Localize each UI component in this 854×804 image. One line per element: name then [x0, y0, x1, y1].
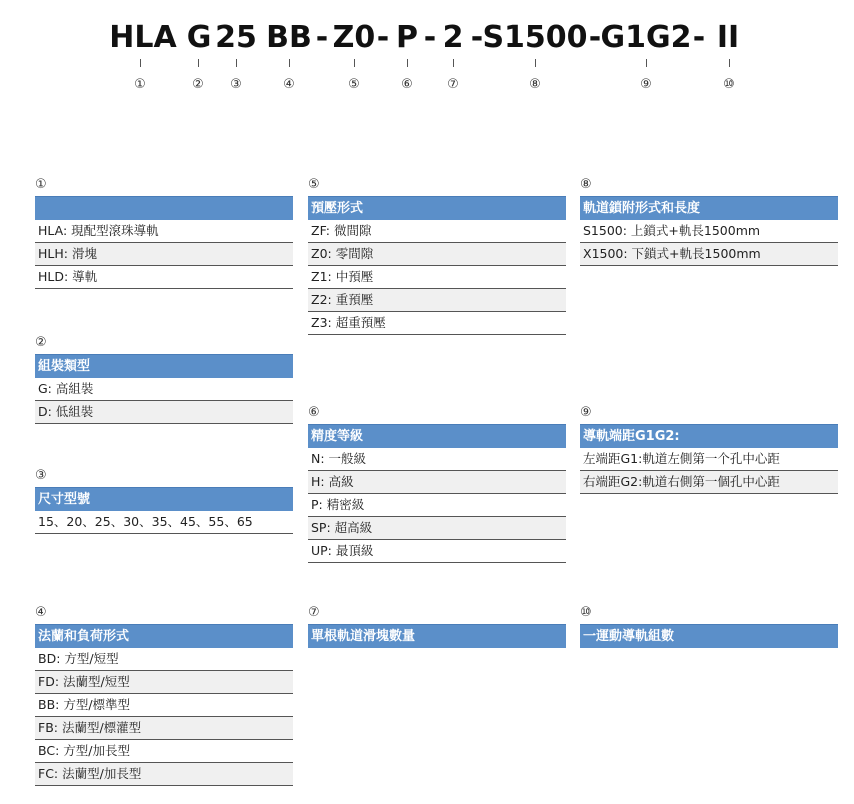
table-row: FD: 法蘭型/短型 — [35, 671, 293, 694]
panel-header: 預壓形式 — [308, 196, 566, 220]
table-row: 左端距G1:軌道左側第一个孔中心距 — [580, 448, 838, 471]
code-segment: BB — [266, 20, 312, 55]
marker-tick — [198, 59, 199, 67]
panel-number: ⑤ — [308, 177, 320, 192]
code-segment: HLA — [109, 20, 177, 55]
table-row: Z3: 超重預壓 — [308, 312, 566, 335]
marker-number: ⑤ — [348, 77, 360, 92]
panel-preload — [308, 177, 566, 335]
panel-header: 尺寸型號 — [35, 487, 293, 511]
table-row: X1500: 下鎖式+軌長1500mm — [580, 243, 838, 266]
panel-end-distance — [580, 405, 838, 494]
code-separator: - — [692, 20, 706, 55]
panel-rail-groups — [580, 605, 838, 648]
marker-number: ⑧ — [529, 77, 541, 92]
table-row: S1500: 上鎖式+軌長1500mm — [580, 220, 838, 243]
panel-number: ⑧ — [580, 177, 592, 192]
table-row: Z2: 重預壓 — [308, 289, 566, 312]
table-row: BD: 方型/短型 — [35, 648, 293, 671]
panel-number: ① — [35, 177, 47, 192]
marker-tick — [289, 59, 290, 67]
marker-number: ⑦ — [447, 77, 459, 92]
panel-flange-type — [35, 605, 293, 786]
panel-number: ⑦ — [308, 605, 320, 620]
marker-tick — [354, 59, 355, 67]
code-segment: 25 — [215, 20, 257, 55]
table-row: ZF: 微間隙 — [308, 220, 566, 243]
panel-number: ⑨ — [580, 405, 592, 420]
code-segment: 2 — [442, 20, 464, 55]
marker-number: ③ — [230, 77, 242, 92]
marker-number: ④ — [283, 77, 295, 92]
panel-size — [35, 468, 293, 534]
marker-tick — [236, 59, 237, 67]
table-row: HLA: 現配型滾珠導軌 — [35, 220, 293, 243]
table-row: FB: 法蘭型/標灌型 — [35, 717, 293, 740]
code-segment: Z0 — [332, 20, 376, 55]
marker-tick — [646, 59, 647, 67]
panel-header: 單根軌道滑塊數量 — [308, 624, 566, 648]
code-separator: - — [423, 20, 437, 55]
panel-rail-mounting — [580, 177, 838, 266]
marker-tick — [453, 59, 454, 67]
table-row: Z0: 零間隙 — [308, 243, 566, 266]
panel-header: 導軌端距G1G2: — [580, 424, 838, 448]
marker-tick — [535, 59, 536, 67]
code-segment: S1500 — [482, 20, 588, 55]
marker-number: ⑩ — [723, 77, 735, 92]
table-row: BB: 方型/標準型 — [35, 694, 293, 717]
marker-number: ⑨ — [640, 77, 652, 92]
table-row: 15、20、25、30、35、45、55、65 — [35, 511, 293, 534]
code-separator: - — [588, 20, 602, 55]
table-row: UP: 最頂級 — [308, 540, 566, 563]
panel-header: 組裝類型 — [35, 354, 293, 378]
panel-number: ④ — [35, 605, 47, 620]
code-separator: - — [376, 20, 390, 55]
table-row: H: 高級 — [308, 471, 566, 494]
marker-tick — [407, 59, 408, 67]
code-separator: - — [315, 20, 329, 55]
table-row: Z1: 中預壓 — [308, 266, 566, 289]
table-row: BC: 方型/加長型 — [35, 740, 293, 763]
panel-header: 法蘭和負荷形式 — [35, 624, 293, 648]
marker-tick — [729, 59, 730, 67]
code-segment: P — [396, 20, 418, 55]
table-row: G: 高組裝 — [35, 378, 293, 401]
code-segment: G — [186, 20, 212, 55]
panel-block-count — [308, 605, 566, 648]
panel-header: 軌道鎖附形式和長度 — [580, 196, 838, 220]
table-row: HLD: 導軌 — [35, 266, 293, 289]
table-row: D: 低組裝 — [35, 401, 293, 424]
marker-number: ⑥ — [401, 77, 413, 92]
marker-number: ② — [192, 77, 204, 92]
panel-number: ⑥ — [308, 405, 320, 420]
code-separator: - — [470, 20, 484, 55]
marker-tick — [140, 59, 141, 67]
table-row: 右端距G2:軌道右側第一個孔中心距 — [580, 471, 838, 494]
panel-assembly-type — [35, 335, 293, 424]
table-row: FC: 法蘭型/加長型 — [35, 763, 293, 786]
panel-header: 精度等級 — [308, 424, 566, 448]
panel-header — [35, 196, 293, 220]
panel-header: 一運動導軌組數 — [580, 624, 838, 648]
panel-series — [35, 177, 293, 289]
table-row: P: 精密級 — [308, 494, 566, 517]
table-row: HLH: 滑塊 — [35, 243, 293, 266]
marker-number: ① — [134, 77, 146, 92]
panel-number: ⑩ — [580, 605, 592, 620]
panel-number: ② — [35, 335, 47, 350]
panel-number: ③ — [35, 468, 47, 483]
table-row: SP: 超高級 — [308, 517, 566, 540]
table-row: N: 一般級 — [308, 448, 566, 471]
code-segment: G1G2 — [600, 20, 692, 55]
code-segment: II — [716, 20, 740, 55]
panel-accuracy — [308, 405, 566, 563]
